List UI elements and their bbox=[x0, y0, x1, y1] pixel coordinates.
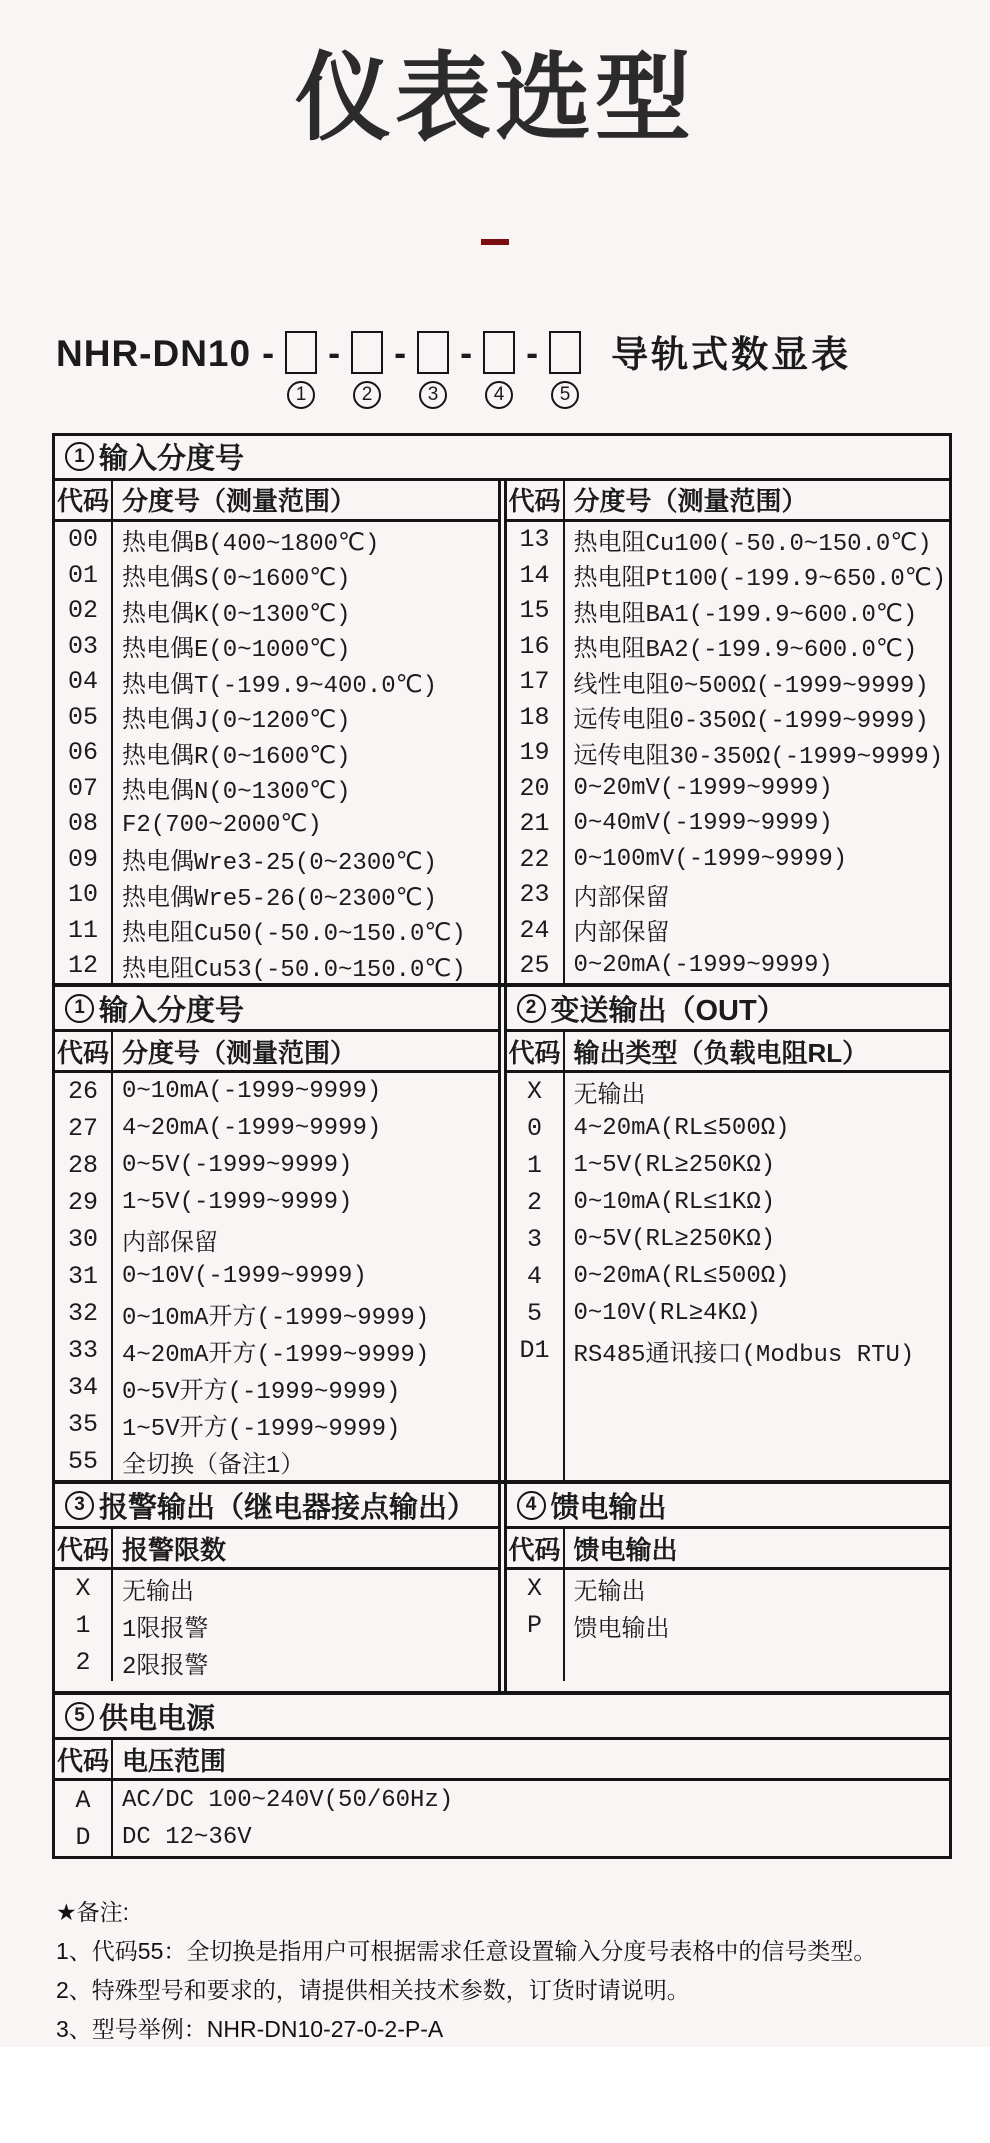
table-row bbox=[55, 1184, 498, 1221]
code-cell-filler bbox=[507, 1644, 565, 1681]
column-header-desc: 分度号（测量范围） bbox=[573, 486, 808, 517]
table-row bbox=[55, 1781, 949, 1819]
table-row bbox=[55, 522, 498, 558]
code-cell: 15 bbox=[507, 593, 565, 629]
column-header-row bbox=[55, 481, 498, 522]
table-row bbox=[55, 1295, 498, 1332]
code-cell: 30 bbox=[55, 1221, 113, 1258]
code-cell: 00 bbox=[55, 522, 113, 558]
table-row bbox=[507, 699, 950, 735]
code-cell: 20 bbox=[507, 770, 565, 806]
value-cell: 远传电阻30-350Ω(-1999~9999) bbox=[573, 743, 944, 771]
value-cell: 热电阻BA1(-199.9~600.0℃) bbox=[573, 601, 918, 629]
column-header-desc: 输出类型（负载电阻RL） bbox=[573, 1037, 869, 1068]
value-cell: 热电偶Wre5-26(0~2300℃) bbox=[122, 885, 437, 913]
column-header-row bbox=[55, 1740, 949, 1781]
code-cell: 21 bbox=[507, 806, 565, 842]
dash-separator: - bbox=[460, 331, 473, 373]
value-cell-filler bbox=[565, 1644, 950, 1681]
code-cell: 31 bbox=[55, 1258, 113, 1295]
circled-number-icon: 3 bbox=[65, 1491, 94, 1520]
table-row bbox=[55, 1644, 498, 1681]
table-row bbox=[507, 841, 950, 877]
model-position bbox=[351, 331, 383, 409]
model-code-box bbox=[483, 331, 515, 374]
model-position bbox=[417, 331, 449, 409]
code-cell: 2 bbox=[507, 1184, 565, 1221]
table-row bbox=[55, 1221, 498, 1258]
section-power-supply bbox=[55, 1691, 949, 1856]
value-cell: 0~10V(-1999~9999) bbox=[122, 1263, 367, 1291]
half-section-header bbox=[507, 1484, 950, 1529]
value-cell: 4~20mA(-1999~9999) bbox=[122, 1115, 382, 1143]
code-cell: 03 bbox=[55, 628, 113, 664]
code-cell: 18 bbox=[507, 699, 565, 735]
circled-number-icon: 5 bbox=[65, 1702, 94, 1731]
table-row bbox=[55, 841, 498, 877]
position-number-icon: 3 bbox=[419, 381, 447, 409]
table-rows bbox=[55, 522, 498, 984]
code-cell: D1 bbox=[507, 1332, 565, 1369]
section-alarm-output-and-feed-output bbox=[55, 1480, 949, 1691]
code-cell: 08 bbox=[55, 806, 113, 842]
code-cell: 10 bbox=[55, 877, 113, 913]
value-cell: 热电阻Cu50(-50.0~150.0℃) bbox=[122, 921, 466, 948]
value-cell: 热电偶B(400~1800℃) bbox=[122, 530, 380, 558]
code-cell: 27 bbox=[55, 1110, 113, 1147]
half-section-header bbox=[55, 1484, 498, 1529]
section-1-body bbox=[55, 481, 949, 984]
table-row bbox=[55, 1332, 498, 1369]
model-position bbox=[483, 331, 515, 409]
note-item: 1、代码55：全切换是指用户可根据需求任意设置输入分度号表格中的信号类型。 bbox=[56, 1938, 877, 1965]
table-row bbox=[55, 1110, 498, 1147]
value-cell: 0~5V开方(-1999~9999) bbox=[122, 1378, 401, 1406]
value-cell: F2(700~2000℃) bbox=[122, 811, 322, 839]
dash-separator: - bbox=[526, 331, 539, 373]
dash-separator: - bbox=[262, 331, 275, 373]
column-header-desc: 分度号（测量范围） bbox=[122, 486, 357, 517]
value-cell-filler bbox=[565, 1369, 950, 1480]
table-rows bbox=[507, 1073, 950, 1480]
model-suffix: 导轨式数显表 bbox=[611, 333, 852, 375]
column-header-code: 代码 bbox=[55, 1529, 113, 1567]
code-cell: 24 bbox=[507, 912, 565, 948]
value-cell: 热电偶T(-199.9~400.0℃) bbox=[122, 672, 437, 700]
table-row bbox=[55, 806, 498, 842]
notes-title: ★备注: bbox=[56, 1899, 130, 1926]
value-cell: 0~5V(RL≥250KΩ) bbox=[573, 1226, 776, 1254]
table-row bbox=[507, 557, 950, 593]
table-row bbox=[55, 1570, 498, 1607]
code-cell: 06 bbox=[55, 735, 113, 771]
position-number-icon: 4 bbox=[485, 381, 513, 409]
table-row bbox=[55, 664, 498, 700]
table-row bbox=[55, 735, 498, 771]
value-cell: 0~10mA(-1999~9999) bbox=[122, 1078, 382, 1106]
table-rows bbox=[507, 522, 950, 984]
section-input-division-cont-and-transmit-output bbox=[55, 983, 949, 1480]
table-rows bbox=[55, 1570, 498, 1691]
section-2-body bbox=[55, 987, 949, 1480]
table-row bbox=[507, 770, 950, 806]
code-cell: 22 bbox=[507, 841, 565, 877]
table-row bbox=[55, 1369, 498, 1406]
alarm-output-table bbox=[55, 1484, 501, 1691]
feed-output-table bbox=[504, 1484, 950, 1691]
table-row bbox=[507, 1332, 950, 1369]
value-cell: 热电偶J(0~1200℃) bbox=[122, 708, 351, 735]
column-header-row bbox=[55, 1032, 498, 1073]
circled-number-icon: 2 bbox=[517, 994, 546, 1023]
code-cell: 2 bbox=[55, 1644, 113, 1681]
position-number-icon: 5 bbox=[551, 381, 579, 409]
table-row bbox=[55, 699, 498, 735]
code-cell: 4 bbox=[507, 1258, 565, 1295]
code-cell: A bbox=[55, 1781, 113, 1819]
model-code-box bbox=[285, 331, 317, 374]
code-cell: 55 bbox=[55, 1443, 113, 1480]
model-code-box bbox=[417, 331, 449, 374]
position-number-icon: 2 bbox=[353, 381, 381, 409]
value-cell: 4~20mA(RL≤500Ω) bbox=[573, 1115, 790, 1143]
notes-block bbox=[56, 1893, 990, 2047]
table-row bbox=[507, 1570, 950, 1607]
table-row bbox=[507, 1073, 950, 1110]
value-cell: 内部保留 bbox=[122, 1230, 218, 1258]
table-row bbox=[507, 806, 950, 842]
table-row bbox=[507, 593, 950, 629]
red-divider bbox=[481, 239, 509, 245]
value-cell: 0~5V(-1999~9999) bbox=[122, 1152, 353, 1180]
value-cell: RS485通讯接口(Modbus RTU) bbox=[573, 1341, 915, 1369]
code-cell: 29 bbox=[55, 1184, 113, 1221]
table-row bbox=[507, 912, 950, 948]
input-division-right-table bbox=[504, 481, 950, 984]
column-header-row bbox=[507, 1529, 950, 1570]
value-cell: AC/DC 100~240V(50/60Hz) bbox=[122, 1786, 454, 1814]
table-row bbox=[55, 912, 498, 948]
code-cell: 12 bbox=[55, 948, 113, 984]
code-cell: 19 bbox=[507, 735, 565, 771]
section-1-header bbox=[55, 436, 949, 481]
model-code-row bbox=[56, 331, 990, 409]
table-row bbox=[507, 522, 950, 558]
value-cell: 热电偶E(0~1000℃) bbox=[122, 637, 351, 664]
code-cell: 0 bbox=[507, 1110, 565, 1147]
section-header-label: 变送输出（OUT） bbox=[550, 994, 786, 1027]
code-cell: 28 bbox=[55, 1147, 113, 1184]
section-header-label: 馈电输出 bbox=[550, 1491, 667, 1524]
code-cell: X bbox=[55, 1570, 113, 1607]
table-row bbox=[507, 1221, 950, 1258]
table-row bbox=[55, 557, 498, 593]
section-header-label: 报警输出（继电器接点输出） bbox=[99, 1491, 477, 1524]
input-division-cont-table bbox=[55, 987, 501, 1480]
code-cell: 04 bbox=[55, 664, 113, 700]
code-cell: 05 bbox=[55, 699, 113, 735]
table-row bbox=[55, 1147, 498, 1184]
value-cell: 1限报警 bbox=[122, 1616, 209, 1644]
table-row bbox=[507, 1110, 950, 1147]
value-cell: 无输出 bbox=[573, 1082, 646, 1110]
code-cell: 02 bbox=[55, 593, 113, 629]
column-header-code: 代码 bbox=[507, 1529, 565, 1567]
table-row bbox=[55, 1258, 498, 1295]
value-cell: 热电阻Cu53(-50.0~150.0℃) bbox=[122, 956, 466, 984]
table-row bbox=[507, 877, 950, 913]
column-header-desc: 分度号（测量范围） bbox=[122, 1037, 357, 1068]
table-row bbox=[507, 628, 950, 664]
table-rows bbox=[55, 1073, 498, 1480]
code-cell: 34 bbox=[55, 1369, 113, 1406]
column-header-row bbox=[55, 1529, 498, 1570]
table-row bbox=[55, 1406, 498, 1443]
value-cell: 全切换（备注1） bbox=[122, 1452, 305, 1480]
note-item: 3、型号举例：NHR-DN10-27-0-2-P-A bbox=[56, 2016, 444, 2043]
code-cell: 1 bbox=[507, 1147, 565, 1184]
table-row bbox=[55, 628, 498, 664]
table-row bbox=[55, 1819, 949, 1857]
value-cell: 1~5V(-1999~9999) bbox=[122, 1189, 353, 1217]
section-input-division bbox=[55, 436, 949, 984]
table-row bbox=[507, 1184, 950, 1221]
filler-row bbox=[507, 1644, 950, 1681]
code-cell: 33 bbox=[55, 1332, 113, 1369]
column-header-code: 代码 bbox=[55, 1740, 113, 1778]
value-cell: 热电偶S(0~1600℃) bbox=[122, 566, 351, 593]
value-cell: 0~10V(RL≥4KΩ) bbox=[573, 1300, 761, 1328]
column-header-row bbox=[507, 481, 950, 522]
value-cell: 馈电输出 bbox=[573, 1616, 670, 1644]
half-section-header bbox=[507, 987, 950, 1032]
code-cell: 23 bbox=[507, 877, 565, 913]
value-cell: 内部保留 bbox=[573, 885, 670, 913]
value-cell: 无输出 bbox=[122, 1579, 194, 1607]
dash-separator: - bbox=[328, 331, 341, 373]
table-row bbox=[507, 948, 950, 984]
value-cell: 热电偶K(0~1300℃) bbox=[122, 601, 351, 629]
model-position bbox=[549, 331, 581, 409]
table-row bbox=[55, 877, 498, 913]
code-cell: 14 bbox=[507, 557, 565, 593]
note-item: 2、特殊型号和要求的，请提供相关技术参数，订货时请说明。 bbox=[56, 1977, 690, 2004]
table-row bbox=[55, 770, 498, 806]
table-row bbox=[55, 1607, 498, 1644]
column-header-code: 代码 bbox=[507, 1032, 565, 1070]
column-header-code: 代码 bbox=[55, 481, 113, 519]
model-selection-table bbox=[52, 433, 952, 1860]
column-header-row bbox=[507, 1032, 950, 1073]
code-cell: D bbox=[55, 1819, 113, 1857]
value-cell: 无输出 bbox=[573, 1579, 646, 1607]
model-position bbox=[285, 331, 317, 409]
value-cell: 热电偶N(0~1300℃) bbox=[122, 779, 351, 806]
table-row bbox=[55, 593, 498, 629]
code-cell: 16 bbox=[507, 628, 565, 664]
value-cell: 热电阻Cu100(-50.0~150.0℃) bbox=[573, 530, 932, 558]
code-cell: X bbox=[507, 1570, 565, 1607]
model-boxes bbox=[251, 331, 581, 409]
filler-row bbox=[507, 1369, 950, 1480]
column-header-desc: 电压范围 bbox=[122, 1745, 227, 1776]
section-header-label: 输入分度号 bbox=[99, 994, 245, 1027]
code-cell: 3 bbox=[507, 1221, 565, 1258]
table-row bbox=[507, 735, 950, 771]
value-cell: 0~20mA(-1999~9999) bbox=[573, 952, 833, 980]
code-cell: 11 bbox=[55, 912, 113, 948]
half-section-header bbox=[55, 987, 498, 1032]
value-cell: 4~20mA开方(-1999~9999) bbox=[122, 1341, 430, 1369]
dash-separator: - bbox=[394, 331, 407, 373]
code-cell: 32 bbox=[55, 1295, 113, 1332]
code-cell: 09 bbox=[55, 841, 113, 877]
value-cell: 远传电阻0-350Ω(-1999~9999) bbox=[573, 708, 929, 735]
code-cell: X bbox=[507, 1073, 565, 1110]
column-header-desc: 馈电输出 bbox=[573, 1534, 678, 1565]
table-row bbox=[507, 1258, 950, 1295]
page-title: 仪表选型 bbox=[295, 45, 695, 152]
table-row bbox=[507, 664, 950, 700]
table-row bbox=[55, 1443, 498, 1480]
value-cell: 0~40mV(-1999~9999) bbox=[573, 810, 833, 838]
input-division-left-table bbox=[55, 481, 501, 984]
code-cell: 07 bbox=[55, 770, 113, 806]
section-5-header bbox=[55, 1695, 949, 1740]
column-header-code: 代码 bbox=[55, 1032, 113, 1070]
value-cell: 0~20mA(RL≤500Ω) bbox=[573, 1263, 790, 1291]
code-cell: 35 bbox=[55, 1406, 113, 1443]
value-cell: 热电偶R(0~1600℃) bbox=[122, 743, 351, 771]
code-cell: 5 bbox=[507, 1295, 565, 1332]
value-cell: 热电阻Pt100(-199.9~650.0℃) bbox=[573, 566, 947, 593]
value-cell: 0~20mV(-1999~9999) bbox=[573, 774, 833, 802]
value-cell: 1~5V开方(-1999~9999) bbox=[122, 1415, 401, 1443]
column-header-desc: 报警限数 bbox=[122, 1534, 227, 1565]
value-cell: 2限报警 bbox=[122, 1653, 209, 1681]
code-cell: 13 bbox=[507, 522, 565, 558]
section-header-label: 输入分度号 bbox=[99, 443, 245, 476]
value-cell: 0~100mV(-1999~9999) bbox=[573, 845, 848, 873]
value-cell: 0~10mA开方(-1999~9999) bbox=[122, 1304, 430, 1332]
table-row bbox=[55, 1073, 498, 1110]
code-cell-filler bbox=[507, 1369, 565, 1480]
value-cell: 热电偶Wre3-25(0~2300℃) bbox=[122, 850, 437, 877]
value-cell: DC 12~36V bbox=[122, 1824, 252, 1852]
value-cell: 线性电阻0~500Ω(-1999~9999) bbox=[573, 672, 929, 700]
circled-number-icon: 1 bbox=[65, 442, 94, 471]
circled-number-icon: 1 bbox=[65, 994, 94, 1023]
model-code-box bbox=[351, 331, 383, 374]
value-cell: 0~10mA(RL≤1KΩ) bbox=[573, 1189, 776, 1217]
code-cell: 1 bbox=[55, 1607, 113, 1644]
table-rows bbox=[55, 1781, 949, 1856]
code-cell: 25 bbox=[507, 948, 565, 984]
transmit-output-table bbox=[504, 987, 950, 1480]
code-cell: P bbox=[507, 1607, 565, 1644]
code-cell: 01 bbox=[55, 557, 113, 593]
table-row bbox=[507, 1295, 950, 1332]
value-cell: 内部保留 bbox=[573, 921, 670, 948]
value-cell: 1~5V(RL≥250KΩ) bbox=[573, 1152, 776, 1180]
table-rows bbox=[507, 1570, 950, 1691]
position-number-icon: 1 bbox=[287, 381, 315, 409]
code-cell: 17 bbox=[507, 664, 565, 700]
circled-number-icon: 4 bbox=[517, 1491, 546, 1520]
section-header-label: 供电电源 bbox=[99, 1702, 216, 1735]
table-row bbox=[55, 948, 498, 984]
section-3-body bbox=[55, 1484, 949, 1691]
table-row bbox=[507, 1147, 950, 1184]
value-cell: 热电阻BA2(-199.9~600.0℃) bbox=[573, 637, 918, 664]
column-header-code: 代码 bbox=[507, 481, 565, 519]
model-prefix: NHR-DN10 bbox=[56, 332, 252, 374]
table-row bbox=[507, 1607, 950, 1644]
model-code-box bbox=[549, 331, 581, 374]
code-cell: 26 bbox=[55, 1073, 113, 1110]
power-supply-table bbox=[55, 1740, 949, 1856]
